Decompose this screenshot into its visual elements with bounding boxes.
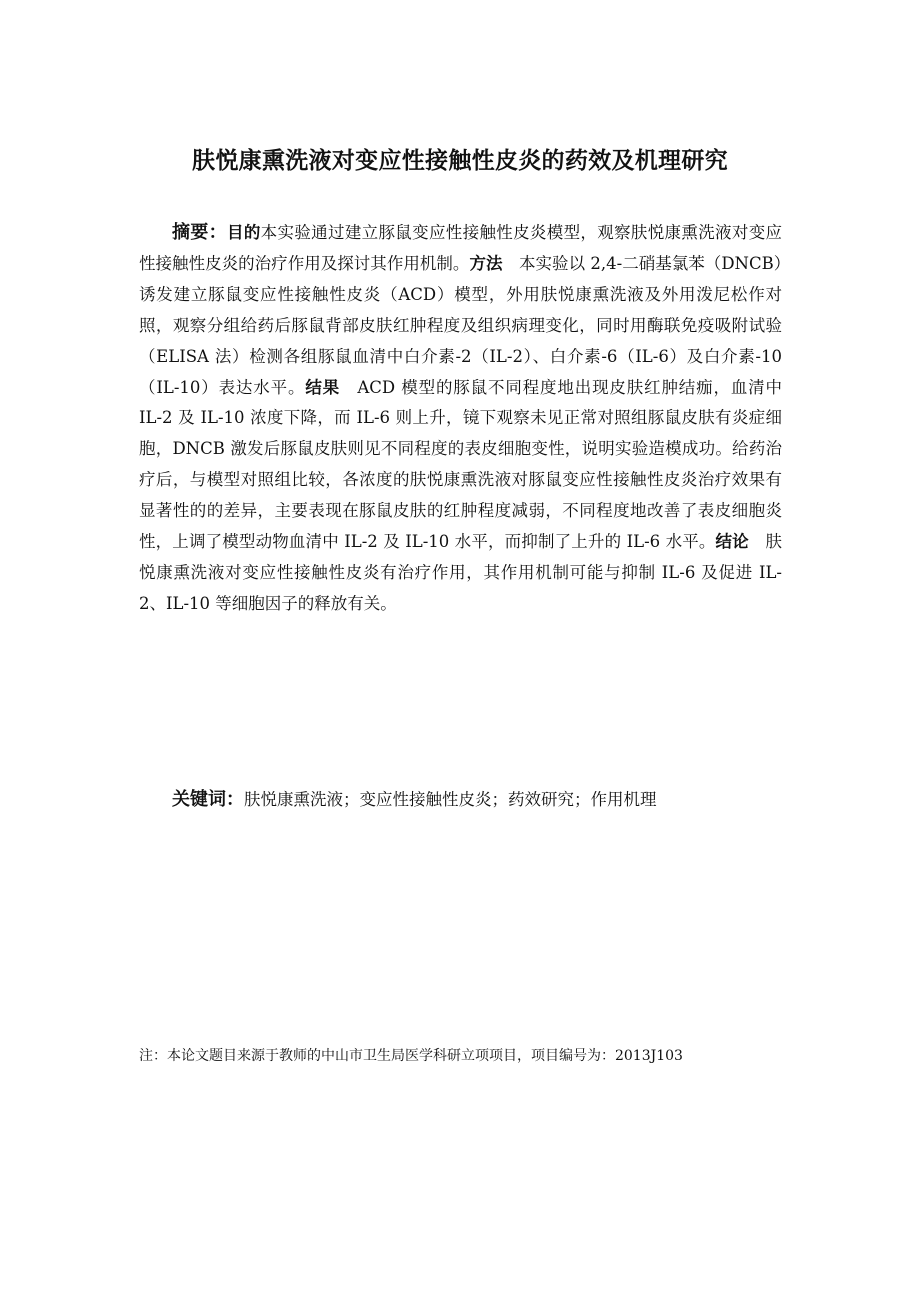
footnote: 注：本论文题目来源于教师的中山市卫生局医学科研立项项目，项目编号为：2013J103 bbox=[139, 1048, 683, 1064]
keywords-label: 关键词： bbox=[172, 789, 244, 810]
conclusion-text: 肤悦康熏洗液对变应性接触性皮炎有治疗作用，其作用机制可能与抑制 IL-6 及促进 IL-2、IL-10 等细胞因子的释放有关。 bbox=[139, 532, 782, 613]
methods-label: 方法 bbox=[469, 253, 503, 273]
keywords-line bbox=[139, 785, 782, 815]
conclusion-label: 结论 bbox=[715, 532, 749, 552]
abstract-label: 摘要： bbox=[172, 222, 227, 243]
objective-label: 目的 bbox=[227, 223, 261, 242]
abstract-paragraph bbox=[139, 218, 782, 620]
methods-text: 本实验以 2,4-二硝基氯苯（DNCB）诱发建立豚鼠变应性接触性皮炎（ACD）模型，外用肤悦康熏洗液及外用泼尼松作对照，观察分组给药后豚鼠背部皮肤红肿程度及组织病理变化，同时用酶联免疫吸附试验（ELISA 法）检测各组豚鼠血清中白介素-2（IL-2）、白介素-6（IL-6）及白介素-10（IL-10）表达水平。 bbox=[139, 253, 783, 397]
paper-title: 肤悦康熏洗液对变应性接触性皮炎的药效及机理研究 bbox=[192, 148, 728, 174]
results-text: ACD 模型的豚鼠不同程度地出现皮肤红肿结痂，血清中 IL-2 及 IL-10 浓度下降，而 IL-6 则上升，镜下观察未见正常对照组豚鼠皮肤有炎症细胞，DNCB 激发后豚鼠皮肤则见不同程度的表皮细胞变性，说明实验造模成功。给药治疗后，与模型对照组比较，各浓度的肤悦康熏洗液对豚鼠变应性接触性皮炎治疗效果有显著性的的差异，主要表现在豚鼠皮肤的红肿程度减弱，不同程度地改善了表皮细胞炎性，上调了模型动物血清中 IL-2 及 IL-10 水平，而抑制了上升的 IL-6 水平。 bbox=[139, 377, 783, 552]
objective-text: 本实验通过建立豚鼠变应性接触性皮炎模型，观察肤悦康熏洗液对变应性接触性皮炎的治疗作用及探讨其作用机制。 bbox=[139, 223, 783, 273]
keywords-text: 肤悦康熏洗液；变应性接触性皮炎；药效研究；作用机理 bbox=[244, 790, 657, 809]
results-label: 结果 bbox=[305, 377, 341, 397]
